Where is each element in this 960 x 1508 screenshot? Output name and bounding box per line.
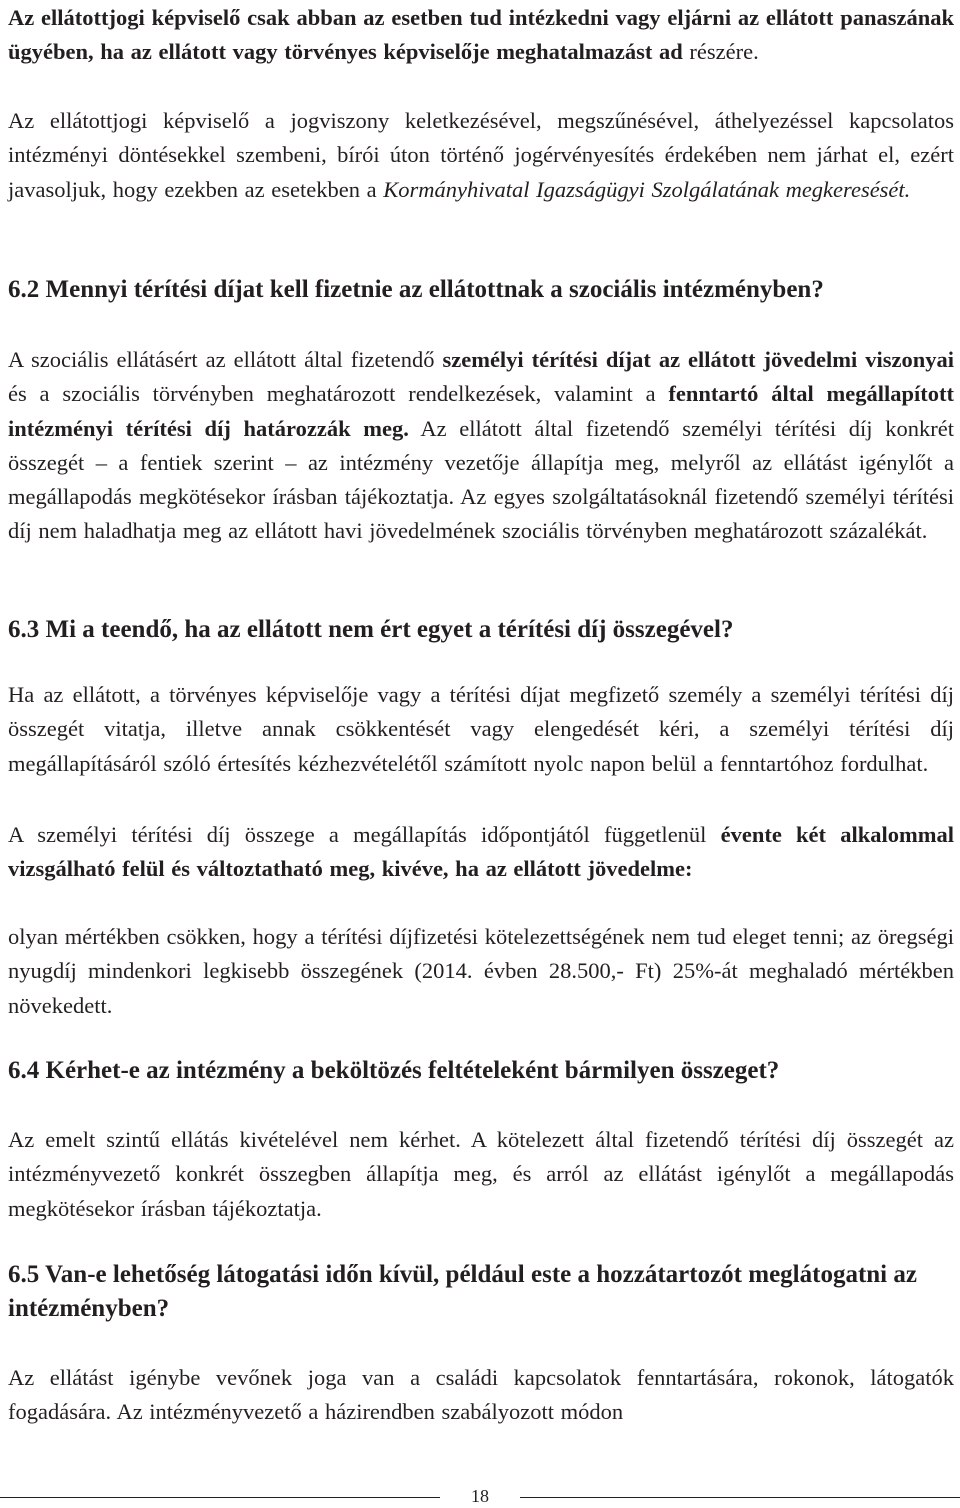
intro-paragraph-1-rest: részére. <box>682 39 759 65</box>
intro-paragraph-2-text: Az ellátottjogi képviselő a jogviszony keletkezésével, megszűnésével, áthelyezéssel kapcsolatos intézményi döntésekkel szembeni, bírói úton történő jogérvényesítés érdekében nem járhat el, ezért javasoljuk, hogy ezekben az esetekben a <box>8 108 954 202</box>
s62-bold-2: fenntartó által megállapított intézményi térítési díj határozzák meg. <box>8 381 955 441</box>
s63-p2-bold: évente két alkalommal vizsgálható felül és változtatható meg, kivéve, ha az ellátott jövedelme: <box>8 822 954 882</box>
intro-paragraph-2-italic: Kormányhivatal Igazságügyi Szolgálatának megkeresését. <box>383 176 911 202</box>
section-6-3-paragraph-2 <box>8 818 954 887</box>
intro-paragraph-2 <box>8 104 954 207</box>
page-number: 18 <box>471 1486 489 1506</box>
s62-text-3: Az ellátott által fizetendő személyi térítési díj konkrét összegét – a fentiek szerint – az intézmény vezetője állapítja meg, melyről az ellátást igénylőt a megállapodás megkötésekor írásban tájékoztatja. Az egyes szolgáltatásoknál fizetendő személyi térítési díj nem haladhatja meg az ellátott havi jövedelmének szociális törvényben meghatározott százalékát. <box>8 415 954 544</box>
s62-text-1: A szociális ellátásért az ellátott által fizetendő <box>8 347 443 372</box>
s62-text-2: és a szociális törvényben meghatározott rendelkezések, valamint a <box>8 381 669 407</box>
section-heading-6-2: 6.2 Mennyi térítési díjat kell fizetnie az ellátottnak a szociális intézményben? <box>8 276 824 303</box>
intro-paragraph-1-bold: Az ellátottjogi képviselő csak abban az esetben tud intézkedni vagy eljárni az ellátott panaszának ügyében, ha az ellátott vagy törvényes képviselője meghatalmazást ad <box>8 5 954 65</box>
footer-rule-left <box>0 1497 440 1498</box>
section-6-4-paragraph: Az emelt szintű ellátás kivételével nem kérhet. A kötelezett által fizetendő térítési díj összegét az intézményvezető konkrét összegben állapítja meg, és arról az ellátást igénylőt a megállapodás megkötésekor írásban tájékoztatja. <box>8 1127 954 1221</box>
s62-bold-1: személyi térítési díjat az ellátott jövedelmi viszonyai <box>442 347 954 372</box>
section-heading-6-4: 6.4 Kérhet-e az intézmény a beköltözés feltételeként bármilyen összeget? <box>8 1057 780 1084</box>
footer-rule-right <box>520 1497 960 1498</box>
section-6-2-paragraph <box>8 343 954 549</box>
section-6-5-paragraph: Az ellátást igénybe vevőnek joga van a családi kapcsolatok fenntartására, rokonok, látogatók fogadására. Az intézményvezető a házirendben szabályozott módon <box>8 1365 954 1425</box>
intro-paragraph-1 <box>8 1 954 70</box>
section-heading-6-5: 6.5 Van-e lehetőség látogatási időn kívül, például este a hozzátartozót meglátogatni az intézményben? <box>8 1261 917 1322</box>
section-6-3-paragraph-3: olyan mértékben csökken, hogy a térítési díjfizetési kötelezettségének nem tud eleget tenni; az öregségi nyugdíj mindenkori legkisebb összegének (2014. évben 28.500,- Ft) 25%-át meghaladó mértékben növekedett. <box>8 924 954 1018</box>
section-6-3-paragraph-1: Ha az ellátott, a törvényes képviselője vagy a térítési díjat megfizető személy a személyi térítési díj összegét vitatja, illetve annak csökkentését vagy elengedését kéri, a személyi térítési díj megállapításáról szóló értesítés kézhezvételétől számított nyolc napon belül a fenntartóhoz fordulhat. <box>8 682 954 776</box>
section-heading-6-3: 6.3 Mi a teendő, ha az ellátott nem ért egyet a térítési díj összegével? <box>8 616 734 643</box>
s63-p2-text: A személyi térítési díj összege a megállapítás időpontjától függetlenül <box>8 822 721 847</box>
